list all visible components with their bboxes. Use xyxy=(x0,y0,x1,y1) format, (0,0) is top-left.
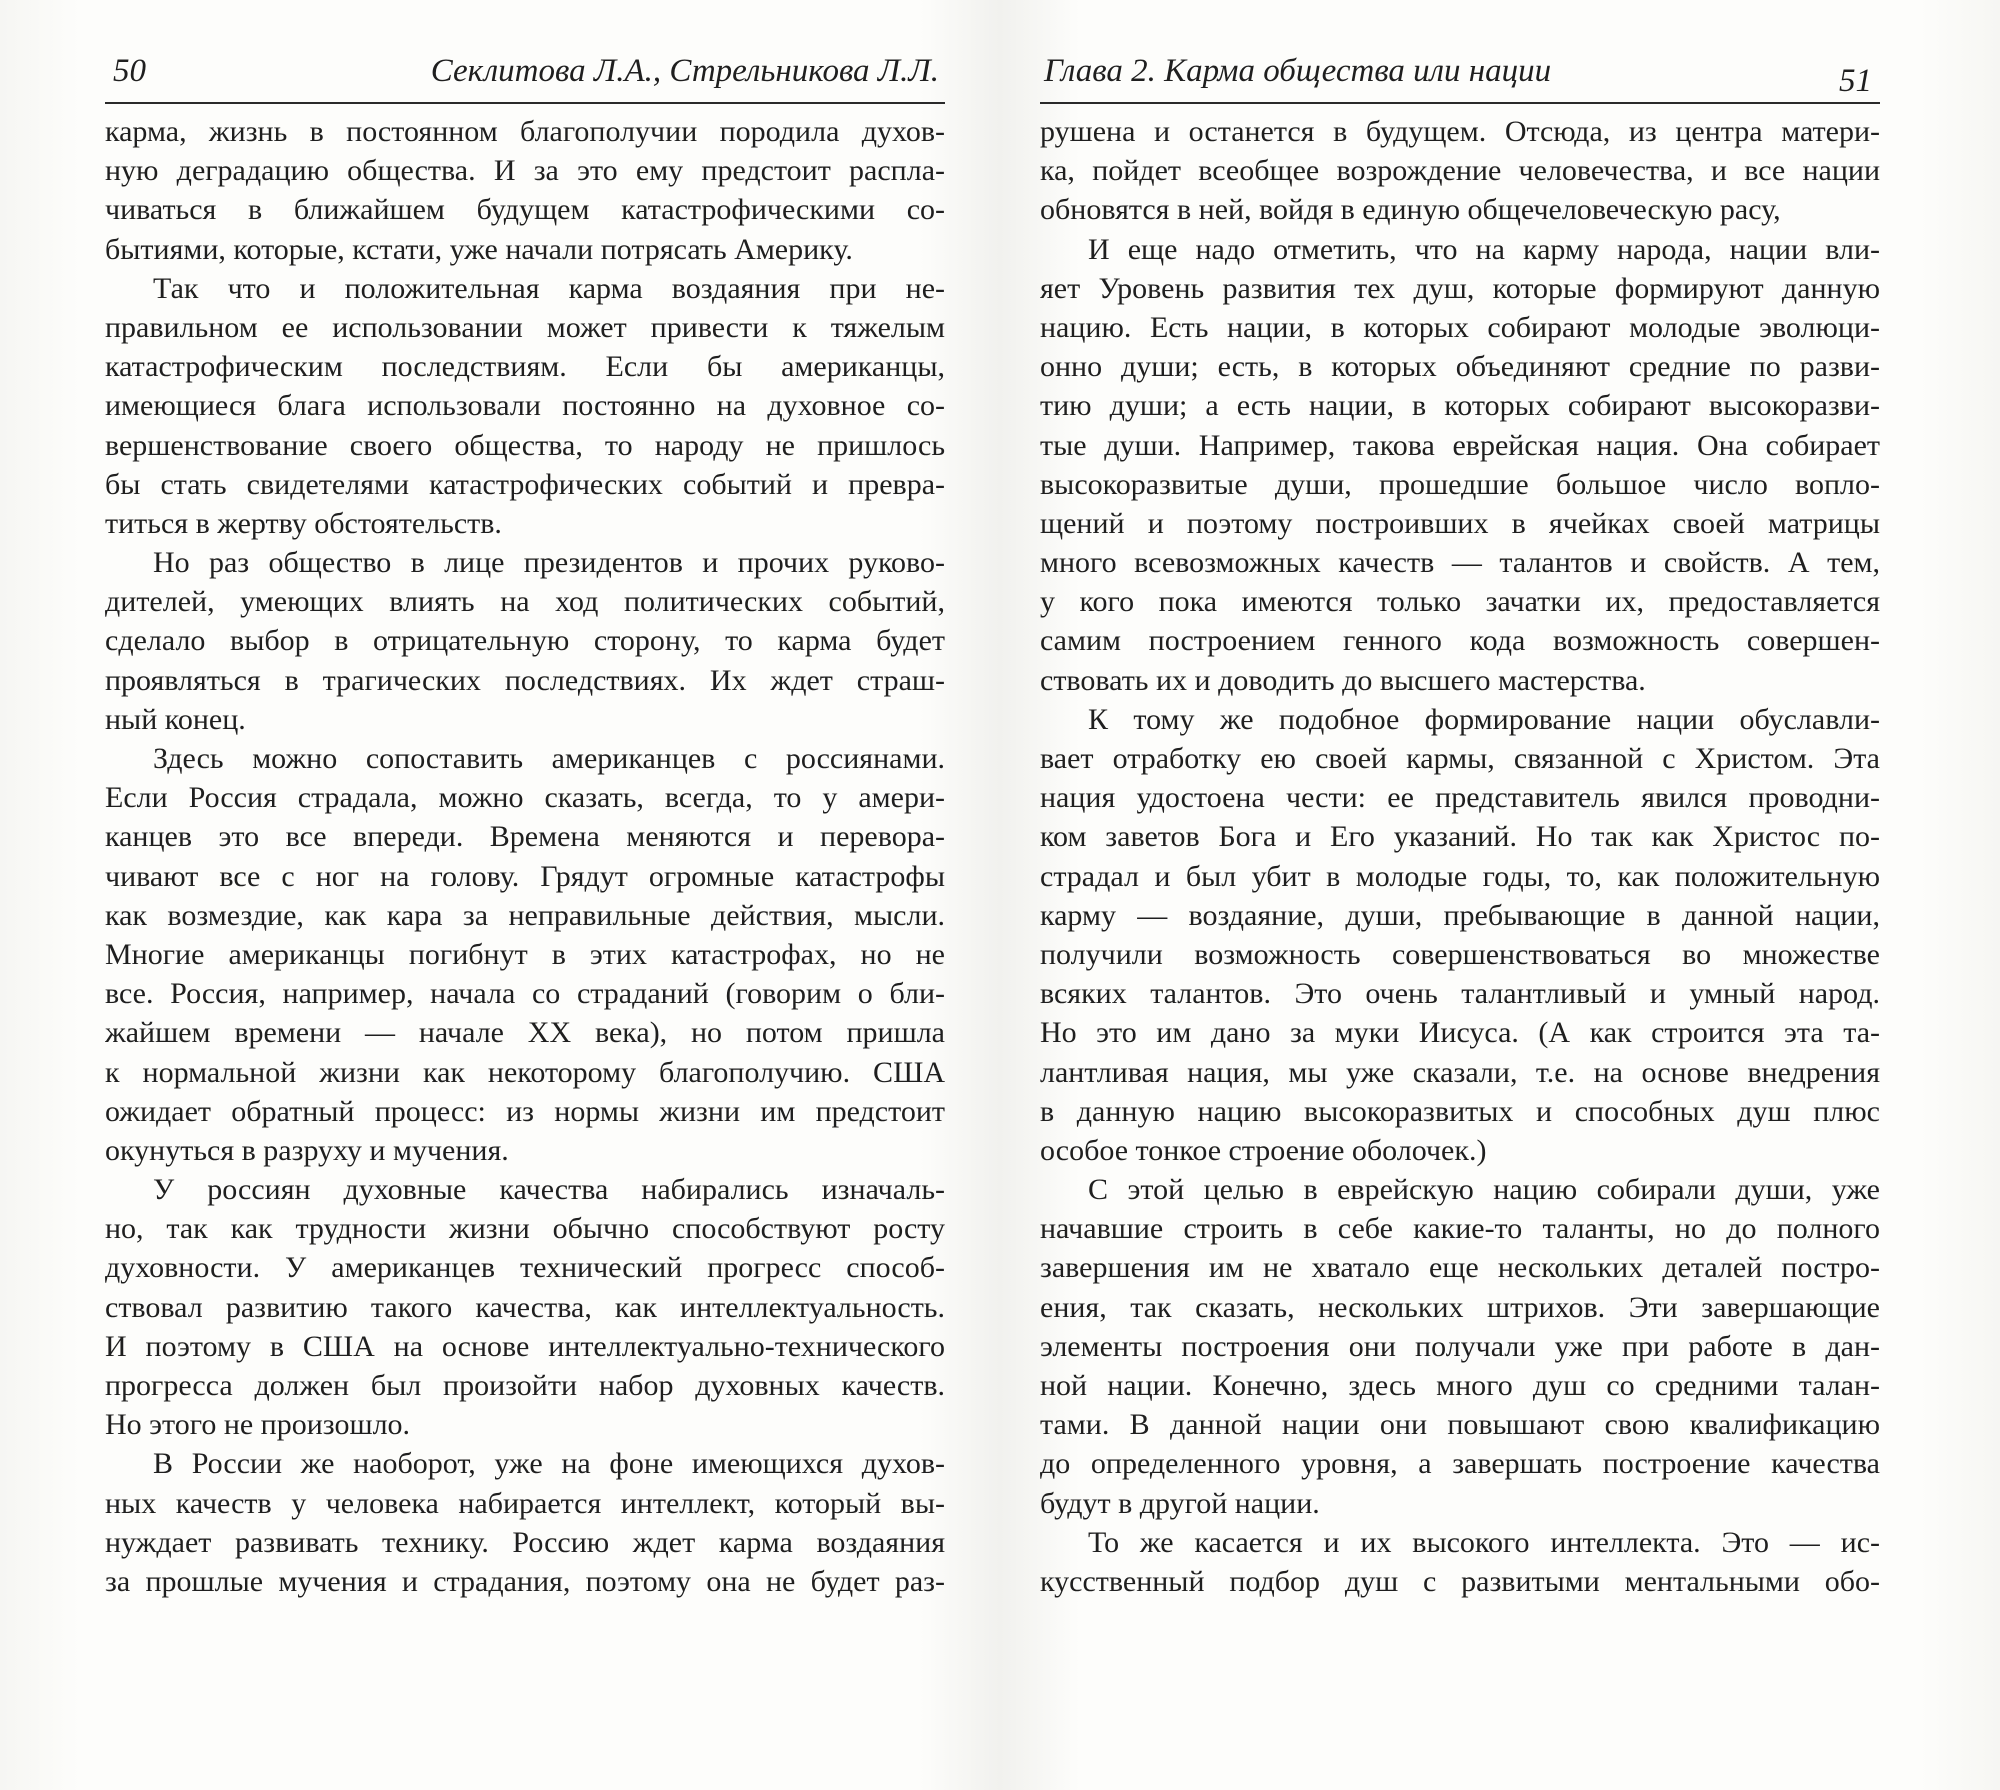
text-line: бытиями, которые, кстати, уже начали потрясать Америку. xyxy=(105,232,853,266)
text-line: ствовал развитию такого качества, как интеллектуальность. xyxy=(105,1290,945,1324)
running-head-chapter: Глава 2. Карма общества или нации xyxy=(1044,53,1552,89)
text-line: щений и поэтому построивших в ячейках своей матрицы xyxy=(1040,506,1880,540)
text-line: бы стать свидетелями катастрофических событий и превра- xyxy=(105,467,945,501)
text-line: за прошлые мучения и страдания, поэтому она не будет раз- xyxy=(105,1564,945,1598)
left-page-body xyxy=(105,112,945,1601)
text-line: прогресса должен был произойти набор духовных качеств. xyxy=(105,1369,945,1402)
text-line: к нормальной жизни как некоторому благополучию. США xyxy=(105,1055,945,1089)
text-line: лантливая нация, мы уже сказали, т.е. на основе внедрения xyxy=(1040,1055,1880,1089)
text-line: завершения им не хватало еще нескольких деталей постро- xyxy=(1040,1251,1880,1285)
text-line: чивают все с ног на голову. Грядут огромные катастрофы xyxy=(105,859,945,893)
text-line: обновятся в ней, войдя в единую общечеловеческую расу, xyxy=(1040,193,1781,227)
text-line: К тому же подобное формирование нации обуславли- xyxy=(1088,702,1880,736)
text-line: до определенного уровня, а завершать построение качества xyxy=(1040,1447,1880,1481)
right-page-body xyxy=(1040,112,1880,1601)
text-line: рушена и останется в будущем. Отсюда, из центра матери- xyxy=(1040,115,1880,148)
text-line: карма, жизнь в постоянном благополучии породила духов- xyxy=(105,115,945,148)
text-line: у кого пока имеются только зачатки их, предоставляется xyxy=(1040,585,1880,619)
text-line: яет Уровень развития тех душ, которые формируют данную xyxy=(1040,271,1880,305)
text-line: И еще надо отметить, что на карму народа, нации вли- xyxy=(1088,232,1880,266)
text-line: То же касается и их высокого интеллекта. Это — ис- xyxy=(1088,1525,1880,1559)
text-line: самим построением генного кода возможность совершен- xyxy=(1040,624,1880,658)
text-line: И поэтому в США на основе интеллектуально-технического xyxy=(105,1329,945,1363)
text-line: все. Россия, например, начала со страданий (говорим о бли- xyxy=(105,977,945,1011)
text-line: в данную нацию высокоразвитых и способных душ плюс xyxy=(1040,1094,1880,1128)
text-line: чиваться в ближайшем будущем катастрофическими со- xyxy=(105,193,945,227)
text-line: элементы построения они получали уже при работе в дан- xyxy=(1040,1329,1880,1363)
text-line: начавшие строить в себе какие-то таланты, но до полного xyxy=(1040,1212,1880,1246)
text-line: много всевозможных качеств — талантов и свойств. А тем, xyxy=(1040,546,1880,580)
text-line: онно души; есть, в которых объединяют средние по разви- xyxy=(1040,350,1880,384)
text-line: вает отработку ею своей кармы, связанной с Христом. Эта xyxy=(1040,742,1880,775)
text-line: карму — воздаяние, души, пребывающие в данной нации, xyxy=(1040,898,1880,932)
text-line: ка, пойдет всеобщее возрождение человечества, и все нации xyxy=(1040,154,1880,188)
text-line: тами. В данной нации они повышают свою квалификацию xyxy=(1040,1408,1880,1442)
text-line: имеющиеся блага использовали постоянно на духовное со- xyxy=(105,389,945,423)
text-line: духовности. У американцев технический прогресс способ- xyxy=(105,1251,945,1285)
text-line: титься в жертву обстоятельств. xyxy=(105,506,502,540)
text-line: нация удостоена чести: ее представитель явился проводни- xyxy=(1040,781,1880,815)
text-line: страдал и был убит в молодые годы, то, как положительную xyxy=(1040,859,1880,893)
text-line: жайшем времени — начале XX века), но потом пришла xyxy=(105,1016,945,1050)
text-line: получили возможность совершенствоваться во множестве xyxy=(1040,937,1880,971)
text-line: канцев это все впереди. Времена меняются и перевора- xyxy=(105,820,945,854)
text-line: нуждает развивать технику. Россию ждет карма воздаяния xyxy=(105,1525,945,1559)
text-line: будут в другой нации. xyxy=(1040,1486,1320,1520)
text-line: особое тонкое строение оболочек.) xyxy=(1040,1133,1487,1167)
text-line: Так что и положительная карма воздаяния при не- xyxy=(153,271,945,305)
text-line: Многие американцы погибнут в этих катастрофах, но не xyxy=(105,937,945,971)
text-line: высокоразвитые души, прошедшие большое число вопло- xyxy=(1040,467,1880,501)
text-line: правильном ее использовании может привести к тяжелым xyxy=(105,310,945,344)
text-line: окунуться в разруху и мучения. xyxy=(105,1133,509,1167)
text-line: но, так как трудности жизни обычно способствуют росту xyxy=(105,1212,945,1246)
text-line: ной нации. Конечно, здесь много душ со средними талан- xyxy=(1040,1369,1880,1402)
text-line: ную деградацию общества. И за это ему предстоит распла- xyxy=(105,154,945,188)
text-line: ком заветов Бога и Его указаний. Но так как Христос по- xyxy=(1040,820,1880,854)
text-line: Но раз общество в лице президентов и прочих руково- xyxy=(153,546,945,580)
text-line: тые души. Например, такова еврейская нация. Она собирает xyxy=(1040,428,1880,462)
text-line: дителей, умеющих влиять на ход политических событий, xyxy=(105,585,945,619)
text-line: всяких талантов. Это очень талантливый и умный народ. xyxy=(1040,977,1880,1011)
page-number-right: 51 xyxy=(1839,63,1872,99)
text-line: ствовать их и доводить до высшего мастерства. xyxy=(1040,663,1646,697)
left-running-head xyxy=(105,40,945,104)
text-line: проявляться в трагических последствиях. Их ждет страш- xyxy=(105,663,945,697)
text-line: кусственный подбор душ с развитыми ментальными обо- xyxy=(1040,1564,1880,1598)
text-line: Но это им дано за муки Иисуса. (А как строится эта та- xyxy=(1040,1016,1880,1050)
text-line: тию души; а есть нации, в которых собирают высокоразви- xyxy=(1040,389,1880,423)
left-page xyxy=(105,40,945,1740)
text-line: В России же наоборот, уже на фоне имеющихся духов- xyxy=(153,1447,945,1481)
text-line: сделало выбор в отрицательную сторону, то карма будет xyxy=(105,624,945,658)
page-number-left: 50 xyxy=(113,53,146,89)
text-line: С этой целью в еврейскую нацию собирали души, уже xyxy=(1088,1173,1880,1207)
text-line: Но этого не произошло. xyxy=(105,1408,411,1442)
text-line: катастрофическим последствиям. Если бы американцы, xyxy=(105,350,945,384)
right-running-head xyxy=(1040,40,1880,104)
text-line: Если Россия страдала, можно сказать, всегда, то у амери- xyxy=(105,781,945,815)
text-line: ожидает обратный процесс: из нормы жизни им предстоит xyxy=(105,1094,945,1128)
text-line: как возмездие, как кара за неправильные действия, мысли. xyxy=(105,898,945,932)
text-line: ных качеств у человека набирается интеллект, который вы- xyxy=(105,1486,945,1520)
text-line: вершенствование своего общества, то народу не пришлось xyxy=(105,428,945,462)
right-page xyxy=(1040,40,1880,1740)
text-line: ения, так сказать, нескольких штрихов. Эти завершающие xyxy=(1040,1290,1880,1324)
text-line: Здесь можно сопоставить американцев с россиянами. xyxy=(153,742,945,775)
text-line: нацию. Есть нации, в которых собирают молодые эволюци- xyxy=(1040,310,1880,344)
running-head-authors: Секлитова Л.А., Стрельникова Л.Л. xyxy=(430,53,939,89)
text-line: У россиян духовные качества набирались изначаль- xyxy=(153,1173,945,1207)
text-line: ный конец. xyxy=(105,702,246,736)
